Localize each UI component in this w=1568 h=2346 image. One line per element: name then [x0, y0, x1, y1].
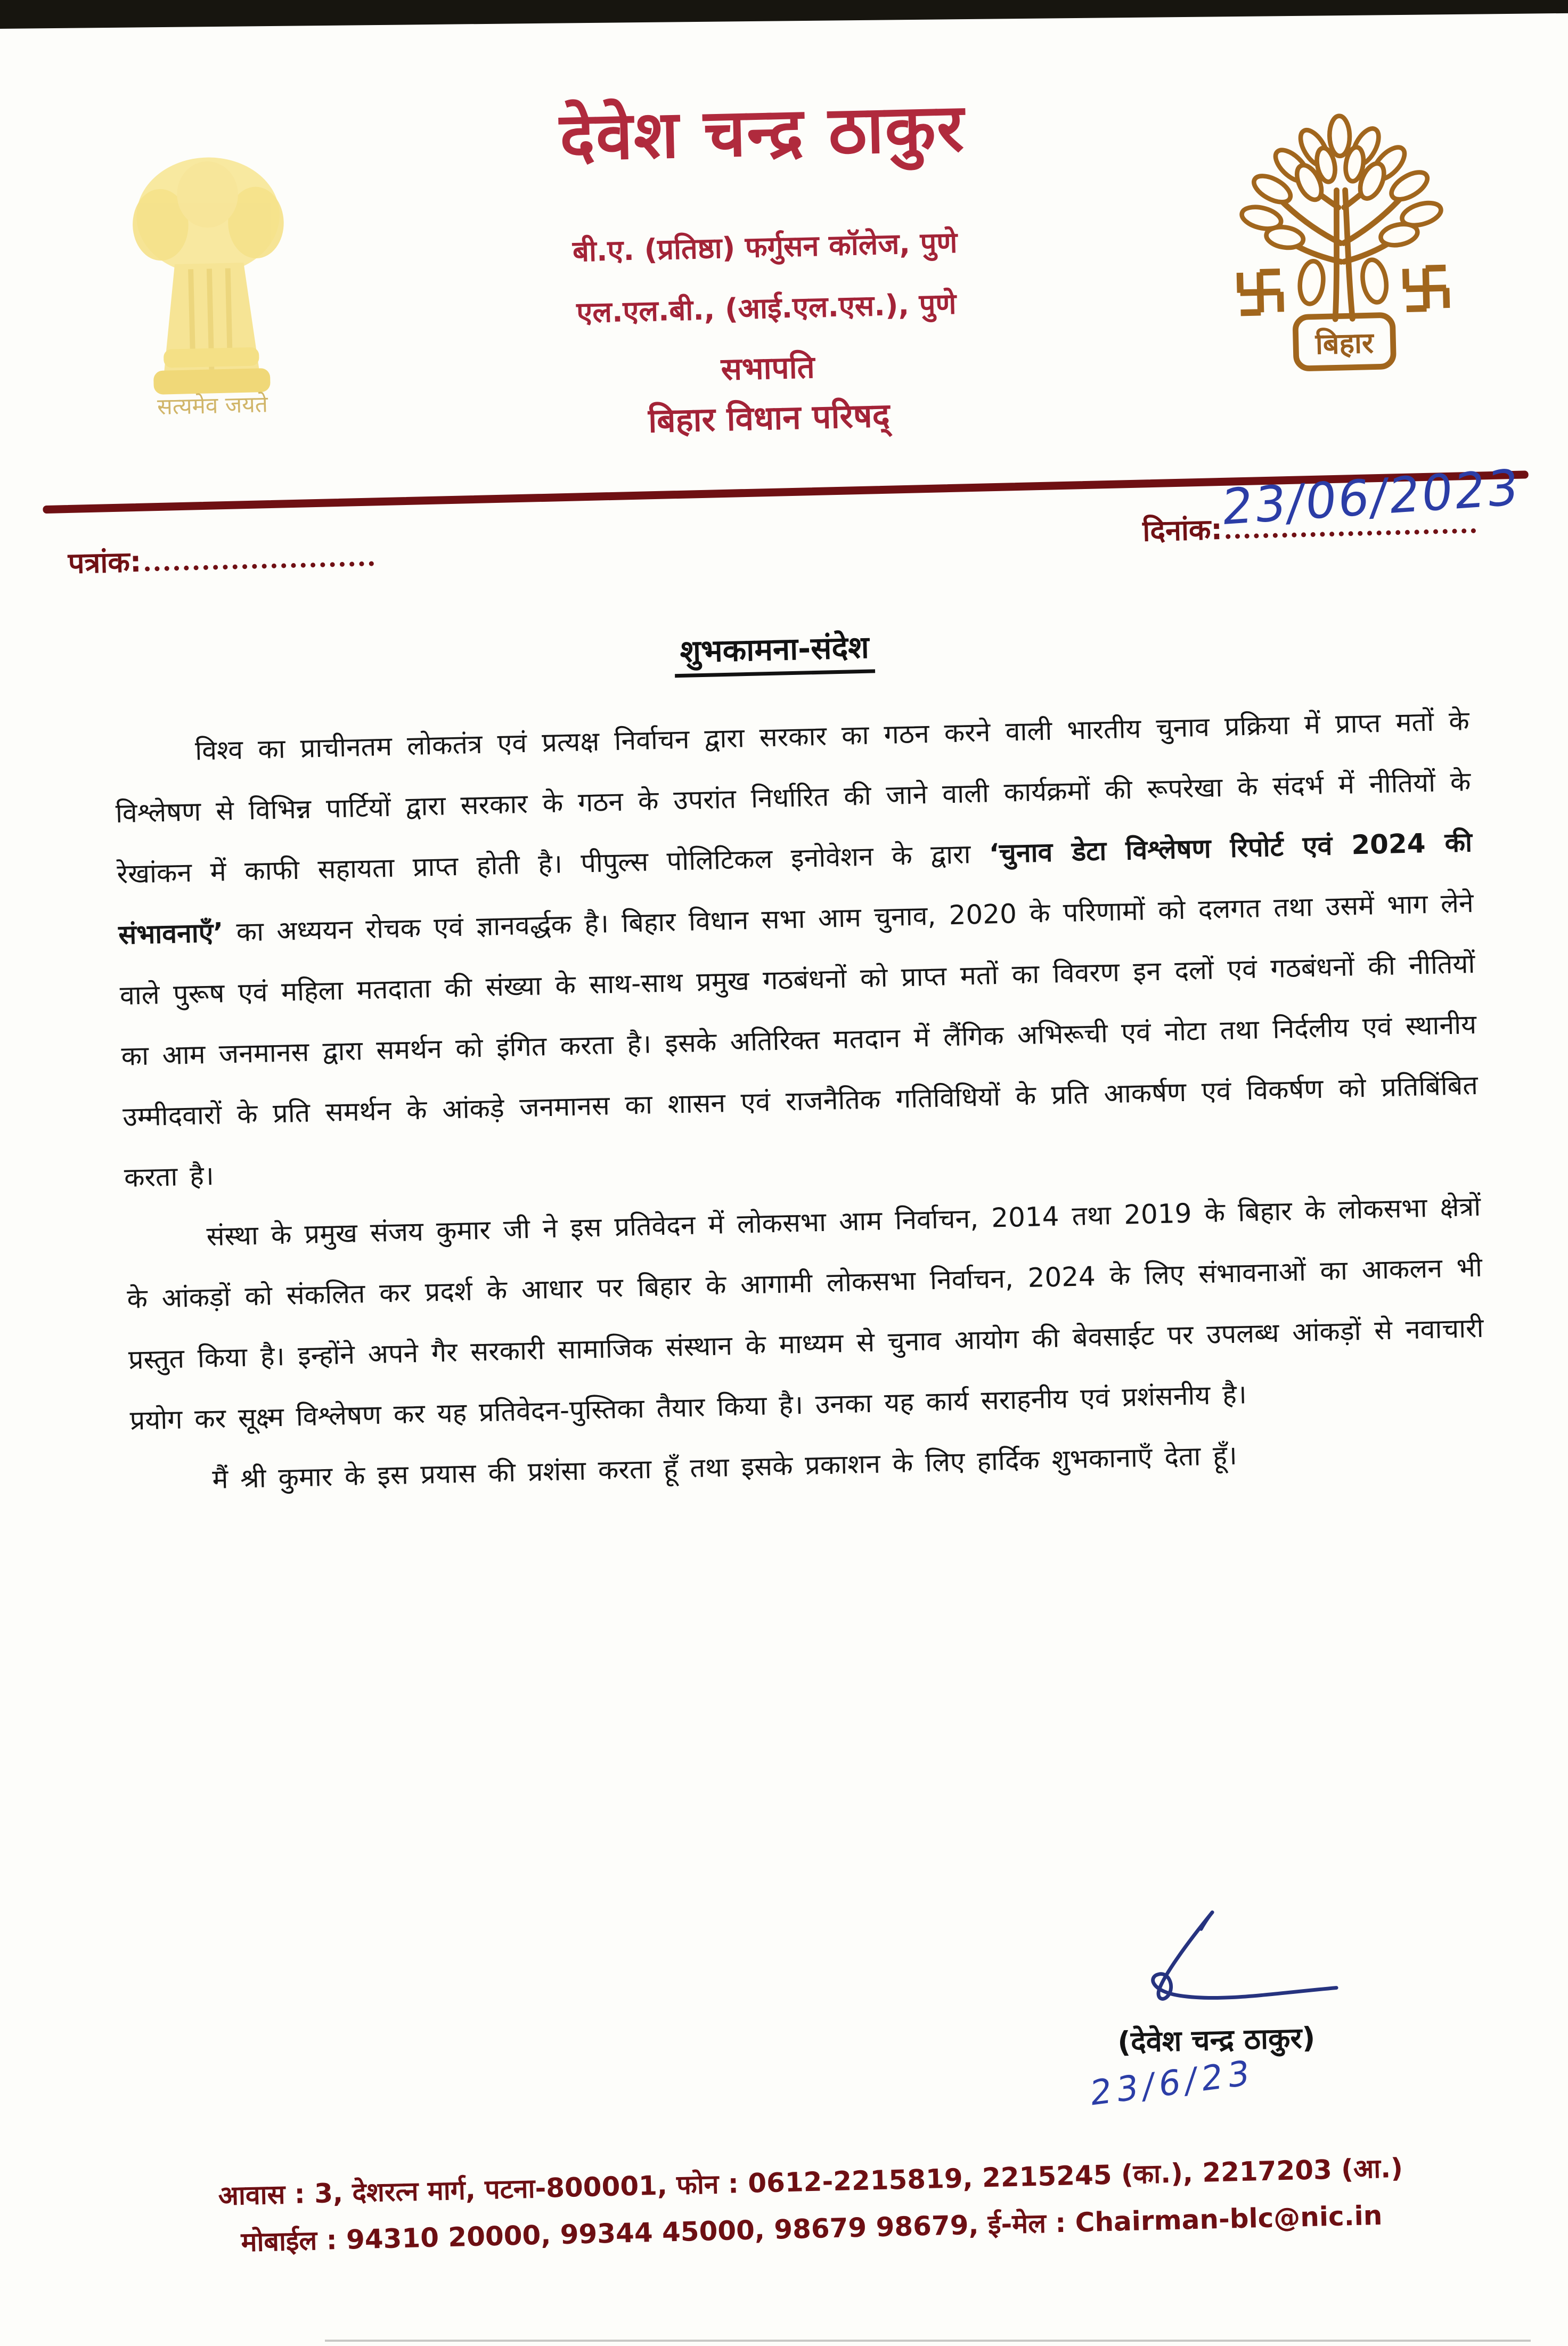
letterhead-name: देवेश चन्द्र ठाकुर: [559, 89, 966, 176]
paragraph-3: मैं श्री कुमार के इस प्रयास की प्रशंसा करता हूँ तथा इसके प्रकाशन के लिए हार्दिक शुभकानाएँ देता हूँ।: [211, 1439, 1238, 1495]
letterhead-qualification-2: एल.एल.बी., (आई.एल.एस.), पुणे: [576, 287, 957, 330]
paragraph-1: [113, 690, 1480, 1208]
letter-body: [113, 690, 1487, 1512]
paragraph-1-continued: का अध्ययन रोचक एवं ज्ञानवर्द्धक है। बिहार विधान सभा आम चुनाव, 2020 के परिणामों को दलगत तथा उसमें भाग लेने वाले पुरूष एवं महिला मतदाता की संख्या के साथ-साथ प्रमुख गठबंधनों को प्राप्त मतों का विवरण इन दलों एवं गठबंधनों की नीतियों का आम जनमानस द्वारा समर्थन को इंगित करता है। इसके अतिरिक्त मतदान में लैंगिक अभिरूची एवं नोटा तथा निर्दलीय एवं स्थानीय उम्मीदवारों के प्रति समर्थन के आंकड़े जनमानस का शासन एवं राजनैतिक गतिविधियों के प्रति आकर्षण एवं विकर्षण को प्रतिबिंबित करता है।: [119, 887, 1479, 1193]
signature-block: [984, 1900, 1447, 2114]
letterhead-designation: सभापति: [720, 348, 815, 388]
letter-number-row: [68, 535, 374, 582]
letter-title: शुभकामना-संदेश: [674, 629, 875, 678]
footer-address-phone: आवास : 3, देशरत्न मार्ग, पटना-800001, फोन : 0612-2215819, 2215245 (का.), 2217203 (आ.): [218, 2152, 1403, 2212]
footer-mobile-email: मोबाईल : 94310 20000, 99344 45000, 98679 98679, ई-मेल : Chairman-blc@nic.in: [240, 2200, 1383, 2258]
letter-number-dotted-line: [144, 538, 374, 572]
handwritten-date: 23/06/2023: [1220, 459, 1522, 536]
svg-text:सत्यमेव जयते: सत्यमेव जयते: [157, 391, 268, 420]
report-title-bold: ‘चुनाव डेटा विश्लेषण रिपोर्ट एवं 2024 की संभावनाएँ’: [118, 827, 1473, 950]
letter-number-label: पत्रांक:: [68, 544, 142, 581]
paragraph-2: संस्था के प्रमुख संजय कुमार जी ने इस प्रतिवेदन में लोकसभा आम निर्वाचन, 2014 तथा 2019 के बिहार के लोकसभा क्षेत्रों के आंकड़ों को संकलित कर प्रदर्श के आधार पर बिहार के आगामी लोकसभा निर्वाचन, 2024 के लिए संभावनाओं का आकलन भी प्रस्तुत किया है। इन्होंने अपने गैर सरकारी सामाजिक संस्थान के माध्यम से चुनाव आयोग की बेवसाईट पर उपलब्ध आंकड़ों से नवाचारी प्रयोग कर सूक्ष्म विश्लेषण कर यह प्रतिवेदन-पुस्तिका तैयार किया है। उनका यह कार्य सराहनीय एवं प्रशंसनीय है।: [126, 1191, 1484, 1436]
signature-ink-icon: [1075, 1902, 1354, 2018]
letterhead-organization: बिहार विधान परिषद्: [648, 395, 891, 441]
signatory-name: (देवेश चन्द्र ठाकुर): [1117, 2021, 1316, 2059]
scan-edge-line: [325, 2340, 1531, 2342]
date-label: दिनांक:: [1142, 512, 1223, 548]
svg-text:बिहार: बिहार: [1315, 325, 1374, 361]
letterhead-footer: [26, 2144, 1568, 2264]
paragraph-1-text: विश्व का प्राचीनतम लोकतंत्र एवं प्रत्यक्ष निर्वाचन द्वारा सरकार का गठन करने वाली भारतीय चुनाव प्रक्रिया में प्राप्त मतों के विश्लेषण से विभिन्न पार्टियों द्वारा सरकार के गठन के उपरांत निर्धारित की जाने वाली कार्यक्रमों की रूपरेखा के संदर्भ में नीतियों के रेखांकन में काफी सहायता प्राप्त होती है। पीपुल्स पोलिटिकल इनोवेशन के द्वारा: [115, 705, 1471, 890]
date-row: [1142, 459, 1522, 550]
handwritten-signature-date: 23/6/23: [1089, 2052, 1255, 2114]
letterhead-qualification-1: बी.ए. (प्रतिष्ठा) फर्गुसन कॉलेज, पुणे: [572, 225, 958, 268]
letter-title-row: [0, 608, 1558, 687]
